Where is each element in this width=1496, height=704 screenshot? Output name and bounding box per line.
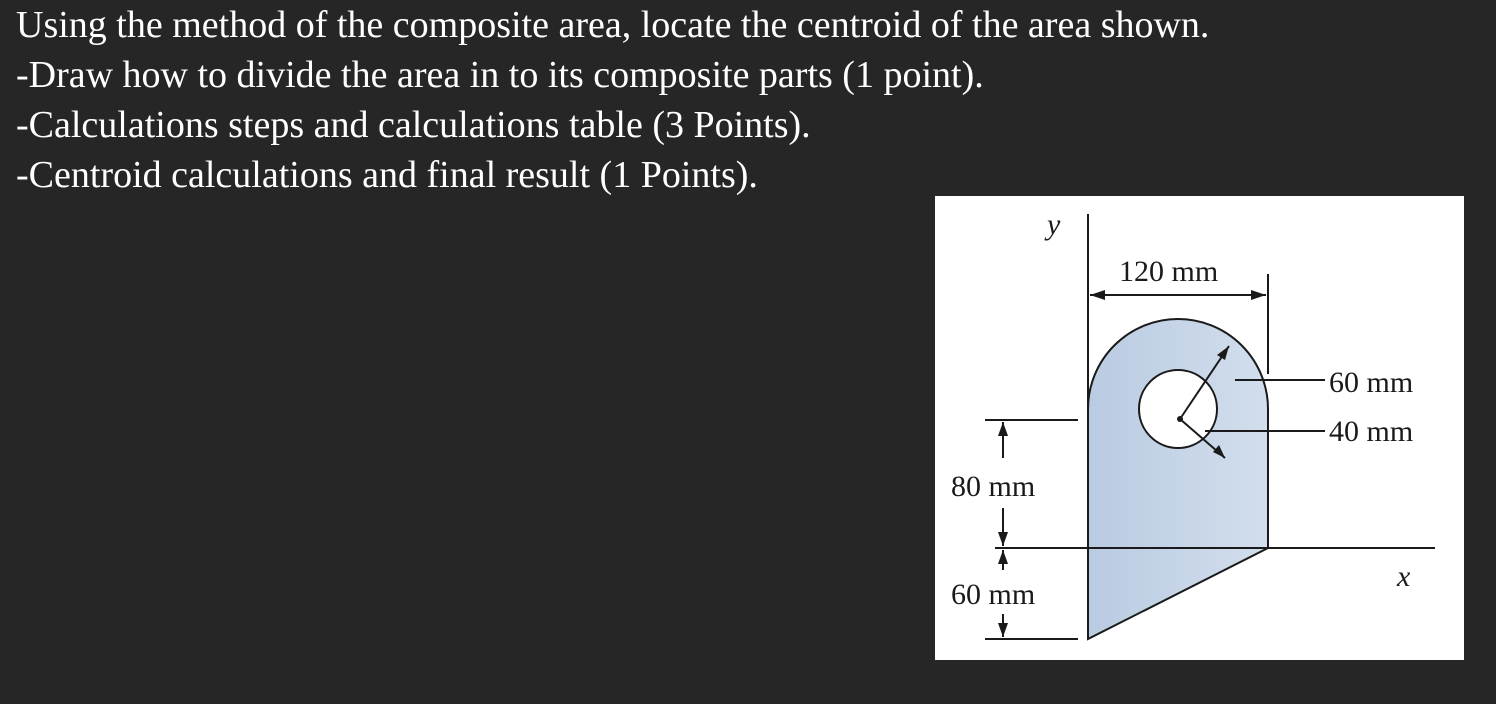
height-lower-arrow-bottom: [998, 623, 1008, 637]
problem-line-4: -Centroid calculations and final result (1 Points).: [16, 154, 758, 196]
centroid-figure: [935, 196, 1464, 660]
problem-line-3: -Calculations steps and calculations table (3 Points).: [16, 104, 811, 146]
figure-drawing: [935, 196, 1464, 660]
composite-area-shape: [1088, 319, 1268, 639]
problem-line-1: Using the method of the composite area, locate the centroid of the area shown.: [16, 4, 1210, 46]
problem-line-2: -Draw how to divide the area in to its composite parts (1 point).: [16, 54, 984, 96]
height-upper-arrow-bottom: [998, 532, 1008, 546]
height-lower-label: 60 mm: [951, 578, 1036, 611]
x-axis-label: x: [1397, 560, 1411, 593]
height-upper-label: 80 mm: [951, 470, 1036, 503]
width-arrow-left: [1090, 290, 1105, 300]
inner-radius-label: 40 mm: [1329, 415, 1414, 448]
width-arrow-right: [1251, 290, 1266, 300]
height-upper-arrow-top: [998, 422, 1008, 436]
width-dimension-label: 120 mm: [1119, 255, 1219, 288]
problem-statement: [16, 0, 1209, 200]
height-lower-arrow-top: [998, 550, 1008, 564]
y-axis-label: y: [1047, 208, 1061, 241]
outer-radius-label: 60 mm: [1329, 366, 1414, 399]
